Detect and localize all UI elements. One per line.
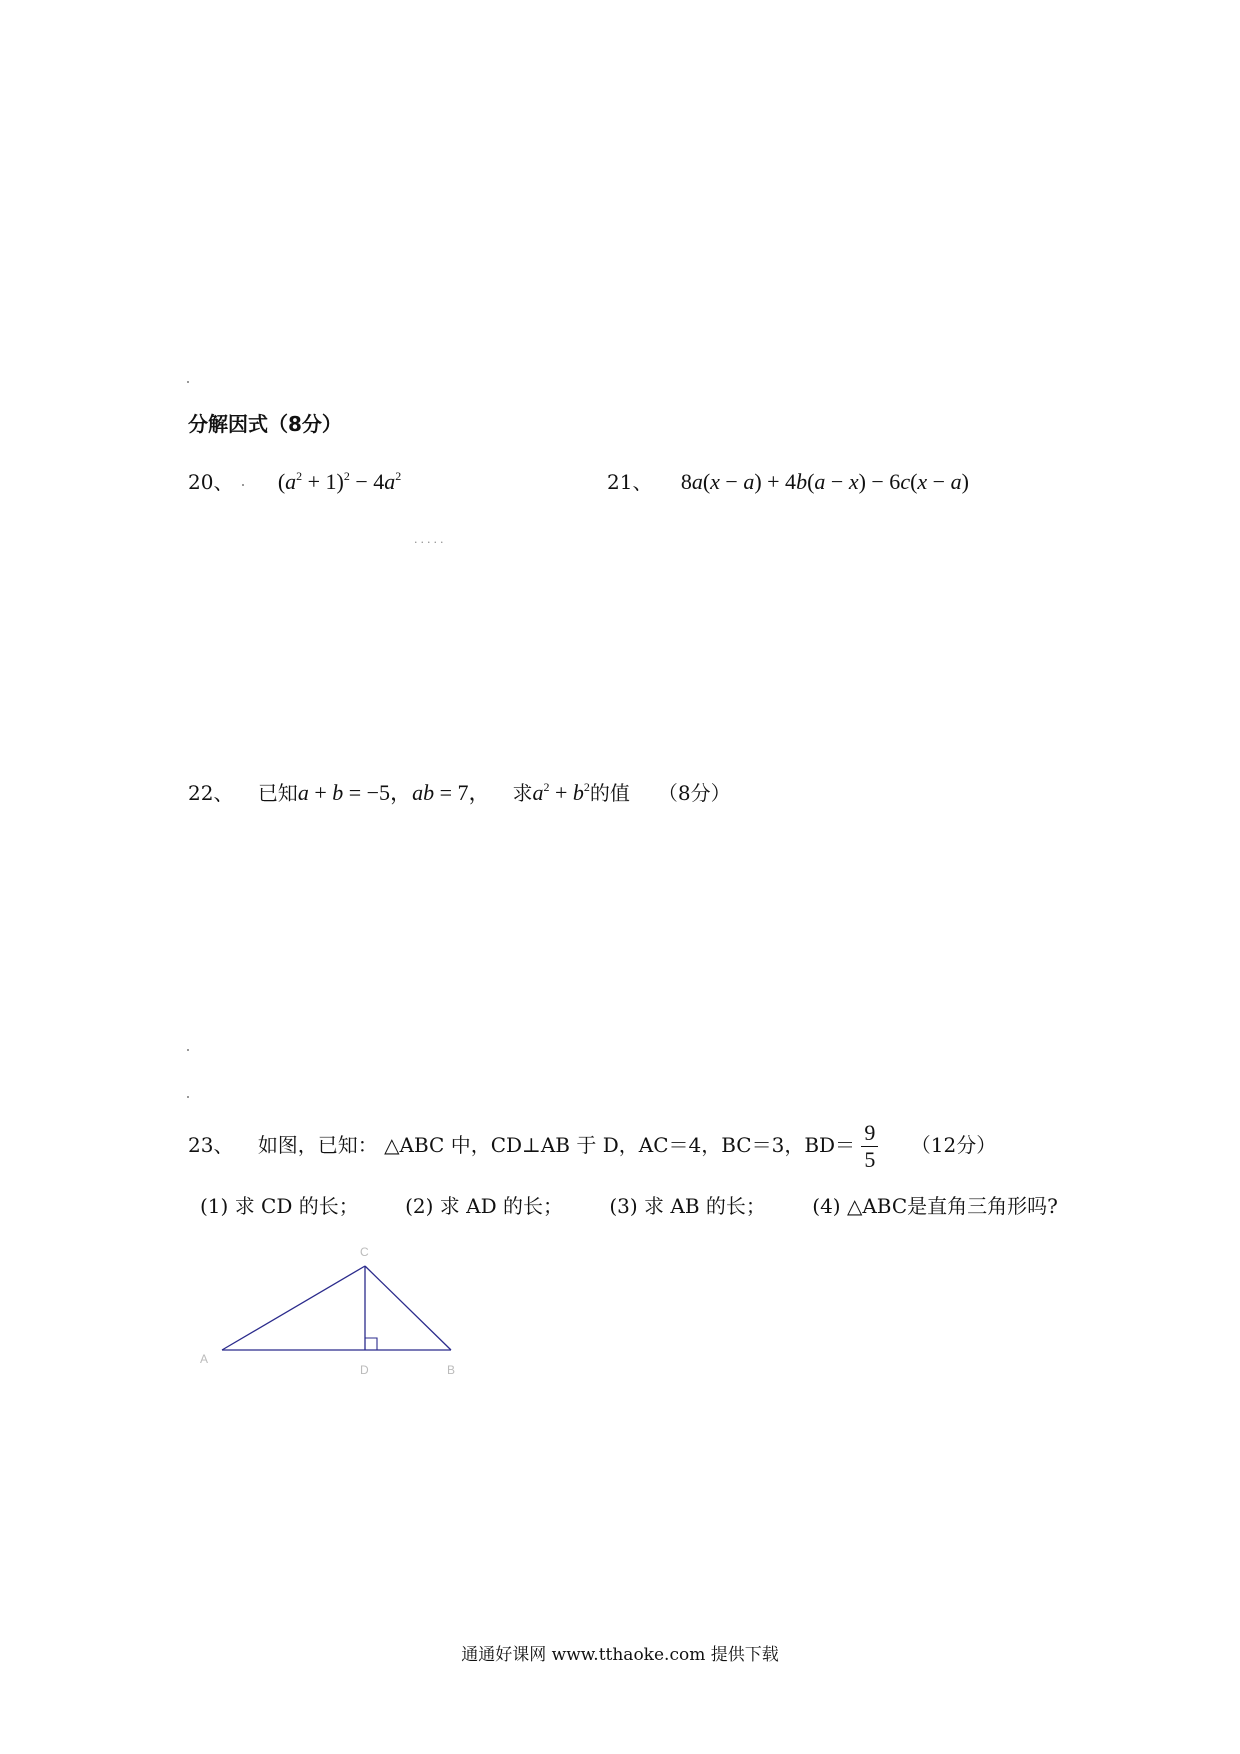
sub-question: (4) △ABC是直角三角形吗? [812, 1194, 1058, 1218]
section-title: 分解因式（8分） [188, 412, 342, 436]
dotted-marks: ..... [414, 533, 447, 546]
stray-dot [187, 381, 189, 383]
right-angle-mark [365, 1338, 377, 1350]
question-21 [607, 466, 969, 495]
question-number: 23、 [188, 1133, 234, 1157]
question-22 [188, 776, 731, 807]
side-ac [222, 1266, 365, 1350]
sub-question: (3) 求 AB 的长； [609, 1194, 766, 1218]
question-text: 已知a + b = −5，ab = 7， 求$a^2 + b^2$的值 （8分） [257, 780, 731, 805]
triangle-figure [190, 1236, 480, 1386]
question-20 [188, 466, 401, 495]
label-b: B [447, 1363, 456, 1377]
fraction: $\frac{9}{5}$ [861, 1120, 878, 1173]
question-score: （12分） [910, 1133, 997, 1157]
side-bc [365, 1266, 451, 1350]
question-number: 21、 [607, 470, 653, 494]
question-23 [188, 1120, 996, 1173]
math-expression: 8a(x − a) + 4b(a − x) − 6c(x − a) [680, 469, 969, 494]
math-expression: $(a^2 + 1)^2 - 4a^2$ [277, 469, 402, 494]
question-number: 22、 [188, 781, 234, 805]
stray-dot [187, 1049, 189, 1051]
question-text: 如图，已知： △ABC 中，CD⊥AB 于 D，AC＝4，BC＝3，BD＝ [257, 1133, 856, 1157]
label-d: D [360, 1363, 369, 1377]
label-a: A [200, 1352, 209, 1366]
sub-question: (1) 求 CD 的长； [200, 1194, 359, 1218]
question-23-parts [200, 1190, 1058, 1219]
sub-question: (2) 求 AD 的长； [405, 1194, 563, 1218]
stray-dot [187, 1096, 189, 1098]
label-c: C [360, 1245, 369, 1259]
footer-text: 通通好课网 www.tthaoke.com 提供下载 [461, 1645, 779, 1665]
triangle-lines [222, 1266, 451, 1350]
question-number: 20、 [188, 470, 234, 494]
